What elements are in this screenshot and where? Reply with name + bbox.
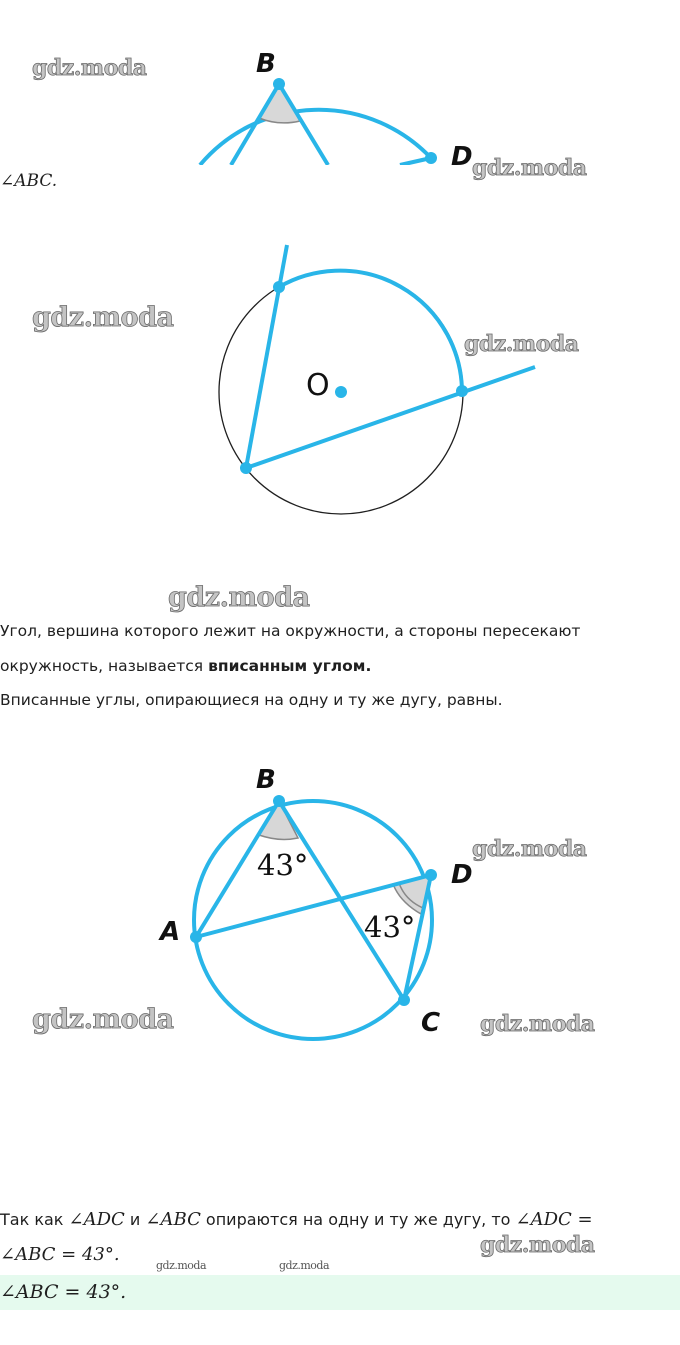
label-a: A [160, 917, 181, 947]
solution-text: опираются на одну и ту же дугу, то [200, 1210, 516, 1229]
watermark: gdz.moda [464, 331, 579, 357]
solution-math: ∠ADC = [515, 1209, 593, 1230]
point-a [190, 931, 202, 943]
watermark: gdz.moda [32, 55, 147, 81]
answer-text: ∠ABC = 43°. [0, 1281, 127, 1303]
solution-math: ∠ADC [68, 1209, 125, 1230]
definition-term: вписанным углом. [208, 657, 372, 675]
label-o: O [306, 368, 330, 403]
watermark: gdz.moda [480, 1232, 595, 1258]
watermark: gdz.moda [32, 1004, 174, 1035]
point-b [273, 78, 285, 90]
definition-line-1: Угол, вершина которого лежит на окружности, а стороны пересекают [0, 622, 581, 640]
angle-b-value: 43° [257, 848, 309, 882]
watermark: gdz.moda [472, 836, 587, 862]
label-c: C [421, 1008, 441, 1038]
definition-prefix: окружность, называется [0, 657, 209, 675]
solution-math: ∠ABC [145, 1209, 201, 1230]
watermark: gdz.moda [472, 155, 587, 181]
solution-line-1 [0, 1210, 593, 1230]
angle-d-value: 43° [364, 910, 416, 944]
solution-line-2: ∠ABC = 43°. [0, 1244, 120, 1265]
point-d [425, 152, 437, 164]
watermark: gdz.moda [279, 1259, 330, 1272]
watermark: gdz.moda [156, 1259, 207, 1272]
ray-upper [246, 245, 287, 468]
watermark: gdz.moda [480, 1011, 595, 1037]
label-b: B [256, 49, 276, 79]
label-b: B [256, 765, 276, 795]
definition-line-2 [0, 656, 371, 676]
label-d: D [451, 142, 473, 172]
label-d: D [451, 860, 473, 890]
point-vertex [240, 462, 252, 474]
theorem-text: Вписанные углы, опирающиеся на одну и ту же дугу, равны. [0, 691, 503, 709]
point-d [425, 869, 437, 881]
watermark: gdz.moda [32, 302, 174, 333]
ray-right [246, 367, 535, 468]
point-right [456, 385, 468, 397]
point-c [398, 994, 410, 1006]
point-b [273, 795, 285, 807]
center-o [335, 386, 347, 398]
watermark: gdz.moda [168, 582, 310, 613]
top-caption: ∠ABC. [0, 171, 58, 191]
solution-text: и [124, 1210, 146, 1229]
figure-circle-o [0, 230, 680, 530]
chord-b-left [231, 84, 279, 165]
chord-b-right [279, 84, 328, 165]
point-upper [273, 281, 285, 293]
solution-text: Так как [0, 1210, 69, 1229]
